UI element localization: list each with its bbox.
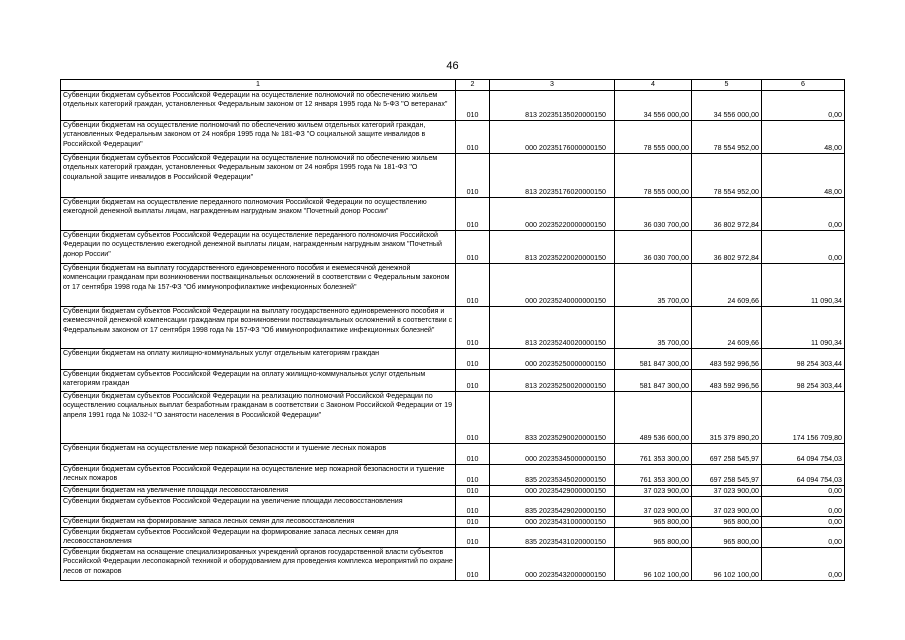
row-line-code: 010	[456, 264, 490, 307]
row-line-code: 010	[456, 121, 490, 154]
row-name: Субвенции бюджетам субъектов Российской Федерации на реализацию полномочий Российской Федерации по осуществлению социальных выплат безработным гражданам в соответствии с Законом Российской Федерации от 19 апреля 1991 года № 1032-I "О занятости населения в Российской Федерации"	[61, 392, 456, 444]
row-unexecuted-amount: 0,00	[762, 486, 845, 497]
row-line-code: 010	[456, 528, 490, 548]
row-line-code: 010	[456, 349, 490, 370]
row-executed-amount: 24 609,66	[692, 264, 762, 307]
row-executed-amount: 697 258 545,97	[692, 444, 762, 465]
row-approved-amount: 36 030 700,00	[615, 198, 692, 231]
row-executed-amount: 24 609,66	[692, 307, 762, 349]
row-unexecuted-amount: 11 090,34	[762, 264, 845, 307]
row-executed-amount: 37 023 900,00	[692, 497, 762, 517]
row-name: Субвенции бюджетам субъектов Российской Федерации на осуществление полномочий по обеспечению жильем отдельных категорий граждан, установленных Федеральным законом от 24 ноября 1995 года № 181-ФЗ "О социальной защите инвалидов в Российской Федерации"	[61, 154, 456, 198]
row-executed-amount: 483 592 996,56	[692, 370, 762, 392]
table-row	[61, 486, 845, 497]
row-line-code: 010	[456, 231, 490, 264]
budget-report-table	[60, 79, 845, 581]
row-classification-code: 000 20235432000000150	[490, 548, 615, 581]
row-executed-amount: 96 102 100,00	[692, 548, 762, 581]
row-line-code: 010	[456, 497, 490, 517]
row-unexecuted-amount: 0,00	[762, 231, 845, 264]
row-name: Субвенции бюджетам на осуществление полномочий по обеспечению жильем отдельных категорий граждан, установленных Федеральным законом от 24 ноября 1995 года № 181-ФЗ "О социальной защите инвалидов в Российской Федерации"	[61, 121, 456, 154]
row-approved-amount: 35 700,00	[615, 264, 692, 307]
row-classification-code: 000 20235240000000150	[490, 264, 615, 307]
table-row	[61, 444, 845, 465]
row-name: Субвенции бюджетам субъектов Российской Федерации на осуществление переданного полномочия Российской Федерации по осуществлению ежегодной денежной выплаты лицам, награжденным нагрудным знаком "Почетный донор России"	[61, 231, 456, 264]
column-header: 1	[61, 80, 456, 91]
table-row	[61, 548, 845, 581]
row-classification-code: 835 20235431020000150	[490, 528, 615, 548]
row-classification-code: 813 20235176020000150	[490, 154, 615, 198]
row-classification-code: 835 20235429020000150	[490, 497, 615, 517]
row-approved-amount: 581 847 300,00	[615, 370, 692, 392]
row-line-code: 010	[456, 486, 490, 497]
table-row	[61, 121, 845, 154]
row-approved-amount: 37 023 900,00	[615, 486, 692, 497]
row-approved-amount: 965 800,00	[615, 517, 692, 528]
row-unexecuted-amount: 64 094 754,03	[762, 465, 845, 486]
row-line-code: 010	[456, 517, 490, 528]
row-classification-code: 000 20235431000000150	[490, 517, 615, 528]
row-executed-amount: 36 802 972,84	[692, 198, 762, 231]
row-approved-amount: 581 847 300,00	[615, 349, 692, 370]
row-unexecuted-amount: 98 254 303,44	[762, 349, 845, 370]
row-name: Субвенции бюджетам субъектов Российской Федерации на осуществление мер пожарной безопасности и тушение лесных пожаров	[61, 465, 456, 486]
row-unexecuted-amount: 48,00	[762, 121, 845, 154]
table-row	[61, 370, 845, 392]
table-row	[61, 264, 845, 307]
row-approved-amount: 489 536 600,00	[615, 392, 692, 444]
table-row	[61, 497, 845, 517]
table-row	[61, 91, 845, 121]
row-name: Субвенции бюджетам субъектов Российской Федерации на оплату жилищно-коммунальных услуг отдельным категориям граждан	[61, 370, 456, 392]
row-unexecuted-amount: 0,00	[762, 548, 845, 581]
row-line-code: 010	[456, 307, 490, 349]
table-row	[61, 465, 845, 486]
row-line-code: 010	[456, 444, 490, 465]
row-approved-amount: 96 102 100,00	[615, 548, 692, 581]
table-row	[61, 198, 845, 231]
row-name: Субвенции бюджетам на выплату государственного единовременного пособия и ежемесячной денежной компенсации гражданам при возникновении поствакцинальных осложнений в соответствии с Федеральным законом от 17 сентября 1998 года № 157-ФЗ "Об иммунопрофилактике инфекционных болезней"	[61, 264, 456, 307]
row-executed-amount: 483 592 996,56	[692, 349, 762, 370]
row-name: Субвенции бюджетам на увеличение площади лесовосстановления	[61, 486, 456, 497]
row-name: Субвенции бюджетам на оснащение специализированных учреждений органов государственной власти субъектов Российской Федерации лесопожарной техникой и оборудованием для проведения комплекса мероприятий по охране лесов от пожаров	[61, 548, 456, 581]
row-line-code: 010	[456, 465, 490, 486]
table-row	[61, 154, 845, 198]
row-approved-amount: 965 800,00	[615, 528, 692, 548]
table-row	[61, 349, 845, 370]
row-name: Субвенции бюджетам на осуществление мер пожарной безопасности и тушение лесных пожаров	[61, 444, 456, 465]
page-number: 46	[446, 60, 459, 72]
row-name: Субвенции бюджетам на осуществление переданного полномочия Российской Федерации по осуществлению ежегодной денежной выплаты лицам, награжденным нагрудным знаком "Почетный донор России"	[61, 198, 456, 231]
row-line-code: 010	[456, 392, 490, 444]
table-row	[61, 392, 845, 444]
row-executed-amount: 36 802 972,84	[692, 231, 762, 264]
row-classification-code: 000 20235250000000150	[490, 349, 615, 370]
row-executed-amount: 78 554 952,00	[692, 121, 762, 154]
row-approved-amount: 761 353 300,00	[615, 444, 692, 465]
row-name: Субвенции бюджетам субъектов Российской Федерации на формирование запаса лесных семян для лесовосстановления	[61, 528, 456, 548]
row-unexecuted-amount: 0,00	[762, 198, 845, 231]
row-unexecuted-amount: 0,00	[762, 91, 845, 121]
row-approved-amount: 761 353 300,00	[615, 465, 692, 486]
row-classification-code: 833 20235290020000150	[490, 392, 615, 444]
row-classification-code: 000 20235345000000150	[490, 444, 615, 465]
row-unexecuted-amount: 0,00	[762, 528, 845, 548]
row-unexecuted-amount: 174 156 709,80	[762, 392, 845, 444]
row-unexecuted-amount: 11 090,34	[762, 307, 845, 349]
row-name: Субвенции бюджетам на оплату жилищно-коммунальных услуг отдельным категориям граждан	[61, 349, 456, 370]
row-executed-amount: 965 800,00	[692, 517, 762, 528]
column-header: 2	[456, 80, 490, 91]
row-classification-code: 813 20235240020000150	[490, 307, 615, 349]
row-line-code: 010	[456, 154, 490, 198]
row-line-code: 010	[456, 91, 490, 121]
row-line-code: 010	[456, 548, 490, 581]
row-approved-amount: 37 023 900,00	[615, 497, 692, 517]
row-executed-amount: 78 554 952,00	[692, 154, 762, 198]
row-approved-amount: 78 555 000,00	[615, 121, 692, 154]
row-unexecuted-amount: 0,00	[762, 497, 845, 517]
row-classification-code: 000 20235176000000150	[490, 121, 615, 154]
row-line-code: 010	[456, 198, 490, 231]
column-header: 6	[762, 80, 845, 91]
row-classification-code: 000 20235429000000150	[490, 486, 615, 497]
table-row	[61, 231, 845, 264]
row-unexecuted-amount: 64 094 754,03	[762, 444, 845, 465]
row-executed-amount: 697 258 545,97	[692, 465, 762, 486]
column-number-header	[61, 80, 845, 91]
row-approved-amount: 34 556 000,00	[615, 91, 692, 121]
row-executed-amount: 37 023 900,00	[692, 486, 762, 497]
column-header: 3	[490, 80, 615, 91]
row-name: Субвенции бюджетам субъектов Российской Федерации на увеличение площади лесовосстановления	[61, 497, 456, 517]
row-unexecuted-amount: 48,00	[762, 154, 845, 198]
row-approved-amount: 36 030 700,00	[615, 231, 692, 264]
row-classification-code: 813 20235220020000150	[490, 231, 615, 264]
row-name: Субвенции бюджетам субъектов Российской Федерации на выплату государственного единовременного пособия и ежемесячной денежной компенсации гражданам при возникновении поствакцинальных осложнений в соответствии с Федеральным законом от 17 сентября 1998 года № 157-ФЗ "Об иммунопрофилактике инфекционных болезней"	[61, 307, 456, 349]
row-classification-code: 000 20235220000000150	[490, 198, 615, 231]
row-executed-amount: 34 556 000,00	[692, 91, 762, 121]
row-approved-amount: 35 700,00	[615, 307, 692, 349]
row-unexecuted-amount: 98 254 303,44	[762, 370, 845, 392]
table-row	[61, 517, 845, 528]
row-approved-amount: 78 555 000,00	[615, 154, 692, 198]
row-classification-code: 835 20235345020000150	[490, 465, 615, 486]
row-classification-code: 813 20235135020000150	[490, 91, 615, 121]
row-name: Субвенции бюджетам на формирование запаса лесных семян для лесовосстановления	[61, 517, 456, 528]
row-unexecuted-amount: 0,00	[762, 517, 845, 528]
table-row	[61, 307, 845, 349]
row-name: Субвенции бюджетам субъектов Российской Федерации на осуществление полномочий по обеспечению жильем отдельных категорий граждан, установленных Федеральным законом от 12 января 1995 года № 5-ФЗ "О ветеранах"	[61, 91, 456, 121]
row-executed-amount: 315 379 890,20	[692, 392, 762, 444]
row-executed-amount: 965 800,00	[692, 528, 762, 548]
row-line-code: 010	[456, 370, 490, 392]
column-header: 4	[615, 80, 692, 91]
table-row	[61, 528, 845, 548]
row-classification-code: 813 20235250020000150	[490, 370, 615, 392]
column-header: 5	[692, 80, 762, 91]
